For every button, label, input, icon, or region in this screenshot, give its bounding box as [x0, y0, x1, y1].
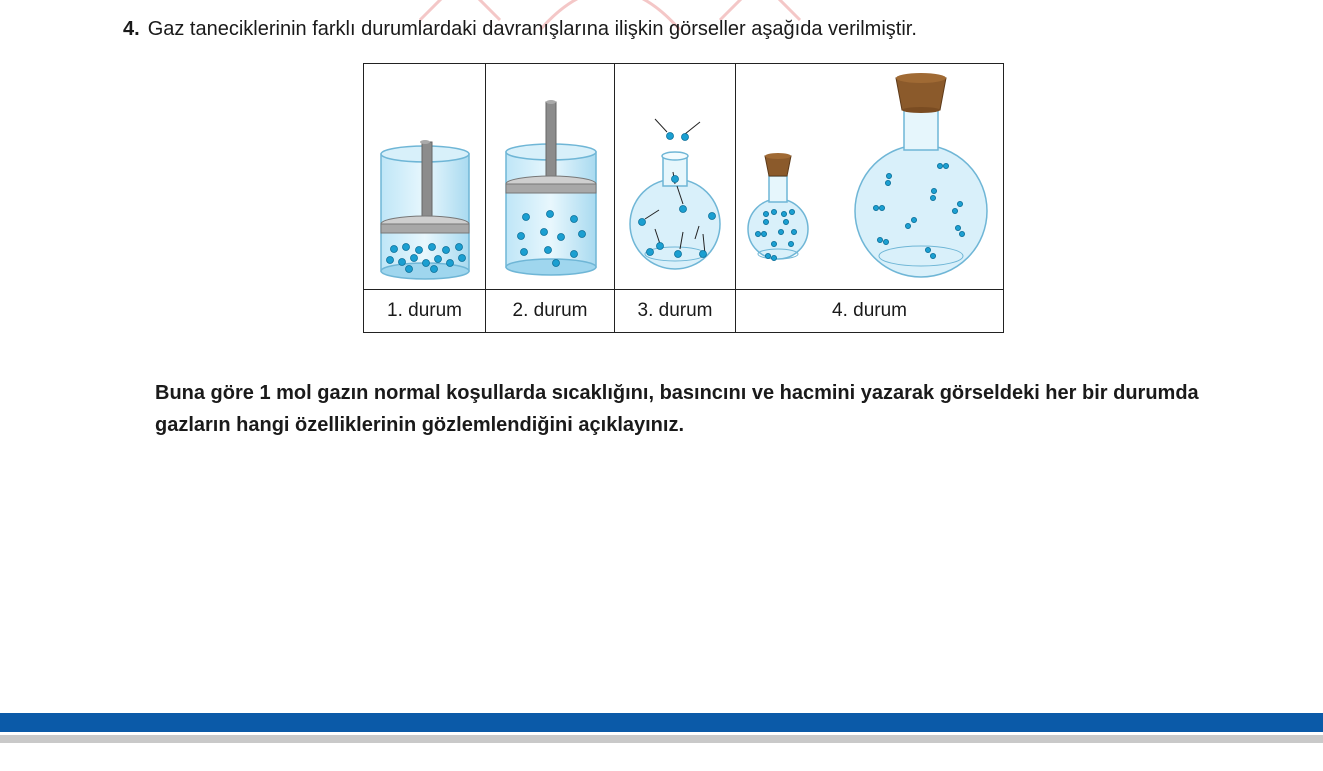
label-durum-2: 2. durum: [486, 290, 615, 332]
question-number: 4.: [123, 18, 140, 40]
figure-durum-3: [615, 64, 736, 289]
expanded-cylinder-illustration: [486, 64, 615, 289]
question-text: Gaz taneciklerinin farklı durumlardaki davranışlarına ilişkin görseller aşağıda verilmiştir.: [147, 18, 917, 40]
label-durum-4: 4. durum: [832, 300, 907, 321]
label-durum-3: 3. durum: [615, 290, 736, 332]
footer-line: [0, 735, 1323, 743]
figure-durum-2: [486, 64, 615, 289]
question-prompt: Buna göre 1 mol gazın normal koşullarda sıcaklığını, basıncını ve hacmini yazarak görseldeki her bir durumda gazların hangi özelliklerinin gözlemlendiğini açıklayınız.: [155, 382, 1199, 436]
label-durum-1: 1. durum: [364, 290, 486, 332]
figure-label-row: [364, 289, 1003, 332]
open-flask-illustration: [615, 64, 736, 289]
question-line: [123, 15, 917, 43]
figure-durum-4: [736, 64, 1003, 289]
figure-durum-1: [364, 64, 486, 289]
corked-flasks-illustration: [736, 64, 1003, 289]
compressed-cylinder-illustration: [364, 64, 486, 289]
figure-table: [363, 63, 1004, 333]
footer-bar: [0, 713, 1323, 732]
